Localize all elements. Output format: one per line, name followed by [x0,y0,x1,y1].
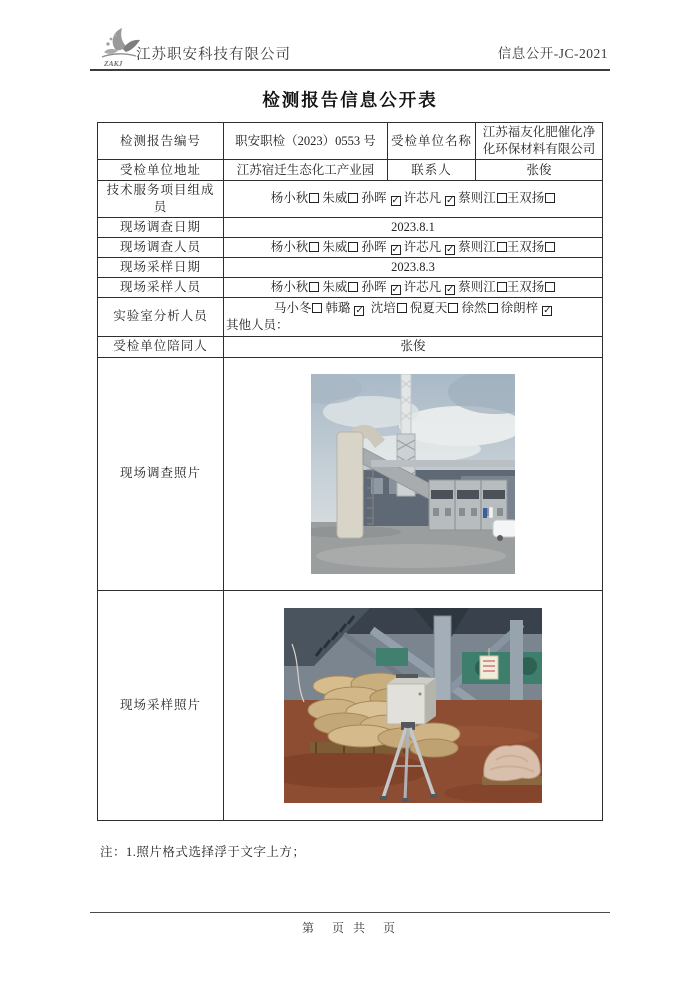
staff-member [274,301,323,315]
staff-member [507,280,556,294]
staff-member [371,301,407,315]
checkbox-checked-icon[interactable]: ✓ [391,283,400,295]
table-row [98,160,603,181]
companion-value: 张俊 [224,336,603,357]
sample-photo [284,608,542,803]
checkbox-checked-icon[interactable]: ✓ [391,243,400,255]
staff-name: 孙晖 [361,191,387,206]
staff-name: 许芯凡 [403,239,442,254]
report-no-label: 检测报告编号 [98,123,224,160]
staff-member [322,191,358,205]
table-row [98,217,603,237]
table-row [98,181,603,218]
staff-name: 孙晖 [361,239,387,254]
table-row [98,336,603,357]
staff-member [458,191,507,205]
address-value: 江苏宿迁生态化工产业园 [224,160,388,181]
checkbox-checked-icon[interactable]: ✓ [446,283,455,295]
checkbox-checked-icon[interactable]: ✓ [391,195,400,207]
svg-text:ZAKJ: ZAKJ [104,59,123,68]
unit-name-label: 受检单位名称 [388,123,476,160]
survey-date-value: 2023.8.1 [224,217,603,237]
lab-staff [226,300,600,317]
contact-value: 张俊 [476,160,603,181]
staff-member [361,280,400,294]
staff-name: 朱威 [322,239,348,254]
survey-date-label: 现场调查日期 [98,217,224,237]
survey-photo [311,374,515,574]
staff-name: 徐朗梓 [500,300,539,315]
page-number-text: 第 页 共 页 [301,921,398,935]
sample-photo-cell [224,590,603,820]
staff-name: 王双扬 [506,191,545,206]
survey-photo-cell [224,357,603,590]
staff-member [410,301,459,315]
sample-date-value: 2023.8.3 [224,257,603,277]
checkbox-unchecked-icon[interactable] [309,282,319,292]
footnote: 注：1.照片格式选择浮于文字上方； [100,844,306,859]
checkbox-unchecked-icon[interactable] [309,242,319,252]
staff-member [271,240,320,254]
staff-member [501,301,553,315]
staff-member [404,280,456,294]
staff-member [361,240,400,254]
staff-name: 朱威 [322,279,348,294]
companion-label: 受检单位陪同人 [98,336,224,357]
staff-member [458,280,507,294]
team-members [224,181,603,218]
staff-name: 王双扬 [506,279,545,294]
survey-photo-label: 现场调查照片 [98,357,224,590]
staff-name: 倪夏天 [409,300,448,315]
table-row [98,590,603,820]
doc-code: 信息公开-JC-2021 [497,46,608,61]
survey-staff [224,237,603,257]
checkbox-checked-icon[interactable]: ✓ [543,304,552,316]
sample-date-label: 现场采样日期 [98,257,224,277]
checkbox-unchecked-icon[interactable] [448,303,458,313]
checkbox-unchecked-icon[interactable] [497,282,507,292]
staff-member [325,301,364,315]
staff-member [271,191,320,205]
checkbox-unchecked-icon[interactable] [312,303,322,313]
lab-staff-cell [224,297,603,336]
checkbox-unchecked-icon[interactable] [348,193,358,203]
staff-name: 杨小秋 [270,191,309,206]
staff-name: 朱威 [322,191,348,206]
staff-member [322,240,358,254]
address-label: 受检单位地址 [98,160,224,181]
staff-name: 王双扬 [506,239,545,254]
staff-member [404,240,456,254]
lab-staff-label: 实验室分析人员 [98,297,224,336]
checkbox-unchecked-icon[interactable] [348,282,358,292]
checkbox-unchecked-icon[interactable] [545,242,555,252]
staff-name: 蔡则江 [458,191,496,206]
staff-member [404,191,456,205]
checkbox-unchecked-icon[interactable] [309,193,319,203]
contact-label: 联系人 [388,160,476,181]
table-row [98,297,603,336]
staff-name: 许芯凡 [403,191,442,206]
checkbox-checked-icon[interactable]: ✓ [446,243,455,255]
staff-member [322,280,358,294]
staff-name: 徐然 [461,300,487,315]
table-row [98,237,603,257]
checkbox-checked-icon[interactable]: ✓ [446,195,455,207]
sample-photo-label: 现场采样照片 [98,590,224,820]
company-name: 江苏职安科技有限公司 [136,47,291,63]
staff-name: 马小冬 [273,300,312,315]
checkbox-unchecked-icon[interactable] [497,193,507,203]
survey-staff-label: 现场调查人员 [98,237,224,257]
table-row [98,357,603,590]
page-title: 检测报告信息公开表 [262,90,438,110]
checkbox-unchecked-icon[interactable] [497,242,507,252]
sample-staff-label: 现场采样人员 [98,277,224,297]
table-row [98,277,603,297]
sample-staff [224,277,603,297]
staff-name: 许芯凡 [403,279,442,294]
footer-rule [90,912,610,913]
report-info-table [97,122,603,821]
staff-name: 杨小秋 [270,279,309,294]
checkbox-unchecked-icon[interactable] [488,303,498,313]
staff-name: 孙晖 [361,279,387,294]
staff-member [458,240,507,254]
unit-name-value: 江苏福友化肥催化净化环保材料有限公司 [476,123,603,160]
staff-member [507,240,556,254]
staff-name: 蔡则江 [458,279,496,294]
staff-name: 杨小秋 [270,239,309,254]
lab-other-label: 其他人员： [226,317,289,332]
checkbox-checked-icon[interactable]: ✓ [355,304,364,316]
report-no-value: 职安职检（2023）0553 号 [224,123,388,160]
checkbox-unchecked-icon[interactable] [545,282,555,292]
staff-name: 韩璐 [325,300,351,315]
staff-name: 沈培 [370,300,396,315]
table-row [98,123,603,160]
staff-name: 蔡则江 [458,239,496,254]
checkbox-unchecked-icon[interactable] [397,303,407,313]
checkbox-unchecked-icon[interactable] [348,242,358,252]
staff-member [507,191,556,205]
page-header [90,0,610,71]
staff-member [361,191,400,205]
table-row [98,257,603,277]
checkbox-unchecked-icon[interactable] [545,193,555,203]
staff-member [271,280,320,294]
team-label: 技术服务项目组成员 [98,181,224,218]
staff-member [462,301,498,315]
